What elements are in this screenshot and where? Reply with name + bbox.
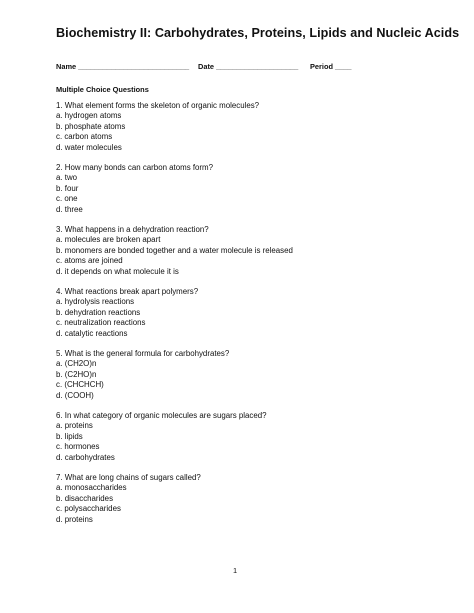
answer-option: c. neutralization reactions	[56, 318, 146, 328]
page-title: Biochemistry II: Carbohydrates, Proteins, Lipids and Nucleic Acids	[56, 26, 460, 40]
answer-option: a. proteins	[56, 421, 93, 431]
answer-option: a. hydrolysis reactions	[56, 297, 135, 307]
answer-option: b. (C2HO)n	[56, 369, 97, 379]
answer-option: c. hormones	[56, 442, 100, 452]
answer-option: a. hydrogen atoms	[56, 111, 122, 121]
date-field: Date ____________________	[198, 62, 299, 71]
answer-option: a. molecules are broken apart	[56, 235, 161, 245]
question-text: 2. How many bonds can carbon atoms form?	[56, 163, 214, 172]
question-5	[56, 349, 436, 411]
question-6	[56, 411, 436, 473]
answer-option: d. proteins	[56, 514, 93, 524]
answer-option: c. one	[56, 194, 78, 204]
question-2	[56, 163, 436, 225]
answer-option: d. catalytic reactions	[56, 328, 128, 338]
question-7	[56, 473, 436, 535]
question-text: 6. In what category of organic molecules are sugars placed?	[56, 411, 267, 420]
answer-option: c. atoms are joined	[56, 256, 123, 266]
answer-option: b. dehydration reactions	[56, 307, 141, 317]
answer-option: a. two	[56, 173, 78, 183]
answer-option: d. (COOH)	[56, 390, 94, 400]
answer-option: c. (CHCHCH)	[56, 380, 104, 390]
answer-option: b. phosphate atoms	[56, 121, 126, 131]
answer-option: d. carbohydrates	[56, 452, 115, 462]
answer-option: a. monosaccharides	[56, 483, 127, 493]
answer-option: b. lipids	[56, 431, 83, 441]
question-list	[56, 101, 436, 535]
answer-option: d. it depends on what molecule it is	[56, 266, 179, 276]
question-text: 7. What are long chains of sugars called?	[56, 473, 201, 482]
question-text: 3. What happens in a dehydration reaction?	[56, 225, 209, 234]
answer-option: c. polysaccharides	[56, 504, 121, 514]
answer-option: b. disaccharides	[56, 493, 114, 503]
question-1	[56, 101, 436, 163]
question-3	[56, 225, 436, 287]
answer-option: a. (CH2O)n	[56, 359, 97, 369]
answer-option: b. four	[56, 183, 79, 193]
answer-option: b. monomers are bonded together and a water molecule is released	[56, 245, 293, 255]
question-4	[56, 287, 436, 349]
question-text: 1. What element forms the skeleton of organic molecules?	[56, 101, 260, 110]
page-number: 1	[233, 566, 238, 575]
answer-option: c. carbon atoms	[56, 132, 113, 142]
section-heading: Multiple Choice Questions	[56, 85, 149, 94]
question-text: 5. What is the general formula for carbohydrates?	[56, 349, 230, 358]
period-field: Period ____	[310, 62, 352, 71]
name-field: Name ___________________________	[56, 62, 190, 71]
student-info-fields	[56, 62, 356, 74]
question-text: 4. What reactions break apart polymers?	[56, 287, 199, 296]
answer-option: d. three	[56, 204, 83, 214]
answer-option: d. water molecules	[56, 142, 122, 152]
